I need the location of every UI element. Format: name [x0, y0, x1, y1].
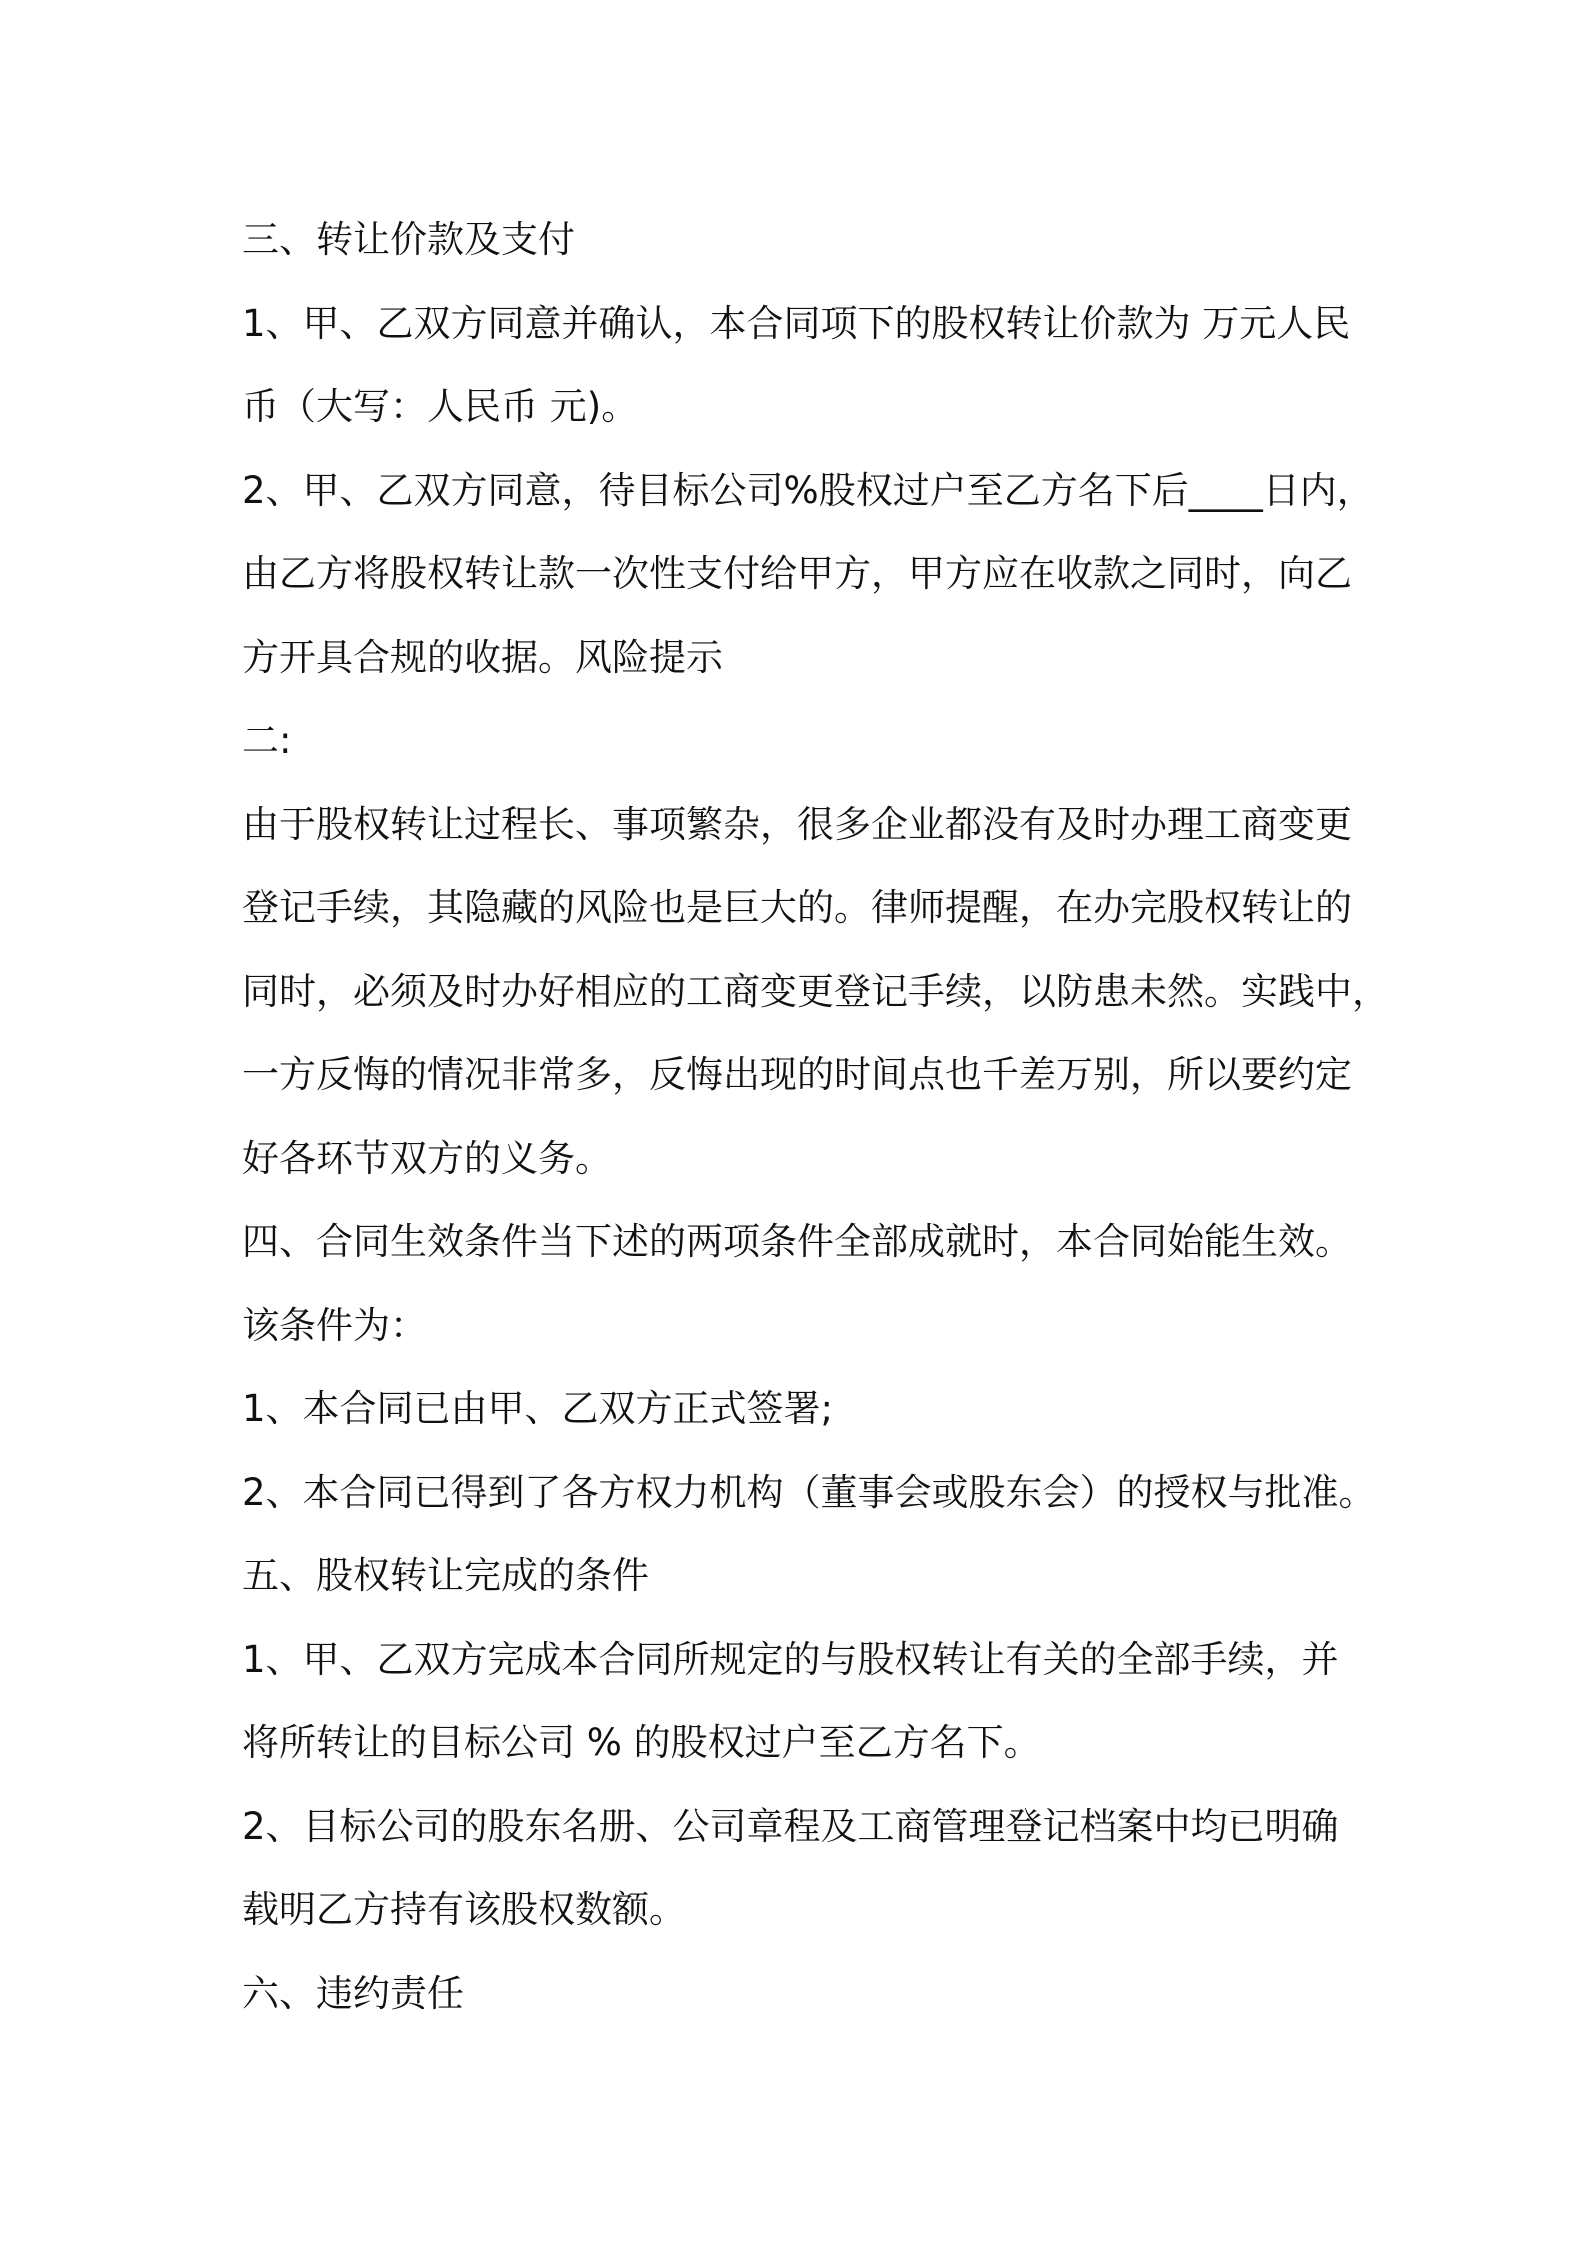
paragraph-line: 由乙方将股权转让款一次性支付给甲方，甲方应在收款之同时，向乙	[242, 552, 1352, 595]
section-heading-3: 三、转让价款及支付	[242, 218, 575, 261]
paragraph-line: 登记手续，其隐藏的风险也是巨大的。律师提醒，在办完股权转让的	[242, 886, 1352, 929]
paragraph-line: 1、甲、乙双方同意并确认，本合同项下的股权转让价款为 万元人民	[242, 301, 1351, 345]
section-heading-6: 六、违约责任	[242, 1971, 464, 2015]
section-label-2: 二:	[242, 719, 292, 762]
document-body	[242, 198, 1389, 2035]
section-heading-4: 四、合同生效条件当下述的两项条件全部成就时，本合同始能生效。	[242, 1220, 1352, 1263]
paragraph-line: 2、目标公司的股东名册、公司章程及工商管理登记档案中均已明确	[242, 1804, 1339, 1848]
paragraph-line: 一方反悔的情况非常多，反悔出现的时间点也千差万别，所以要约定	[242, 1053, 1352, 1096]
paragraph-line: 好各环节双方的义务。	[242, 1136, 612, 1180]
paragraph-line: 币（大写：人民币 元)。	[242, 385, 639, 428]
paragraph-line: 载明乙方持有该股权数额。	[242, 1888, 686, 1931]
paragraph-line: 1、本合同已由甲、乙双方正式签署;	[242, 1387, 834, 1430]
paragraph-line: 该条件为：	[242, 1303, 427, 1347]
paragraph-line: 1、甲、乙双方完成本合同所规定的与股权转让有关的全部手续，并	[242, 1637, 1339, 1681]
paragraph-line: 2、本合同已得到了各方权力机构（董事会或股东会）的授权与批准。	[242, 1470, 1376, 1514]
paragraph-line: 同时，必须及时办好相应的工商变更登记手续，以防患未然。实践中，	[242, 969, 1389, 1013]
section-heading-5: 五、股权转让完成的条件	[242, 1554, 649, 1597]
paragraph-line: 由于股权转让过程长、事项繁杂，很多企业都没有及时办理工商变更	[242, 802, 1352, 846]
paragraph-line: 2、甲、乙双方同意，待目标公司%股权过户至乙方名下后____日内，	[242, 468, 1374, 512]
paragraph-line: 将所转让的目标公司 % 的股权过户至乙方名下。	[242, 1721, 1041, 1764]
paragraph-line: 方开具合规的收据。风险提示	[242, 635, 723, 679]
